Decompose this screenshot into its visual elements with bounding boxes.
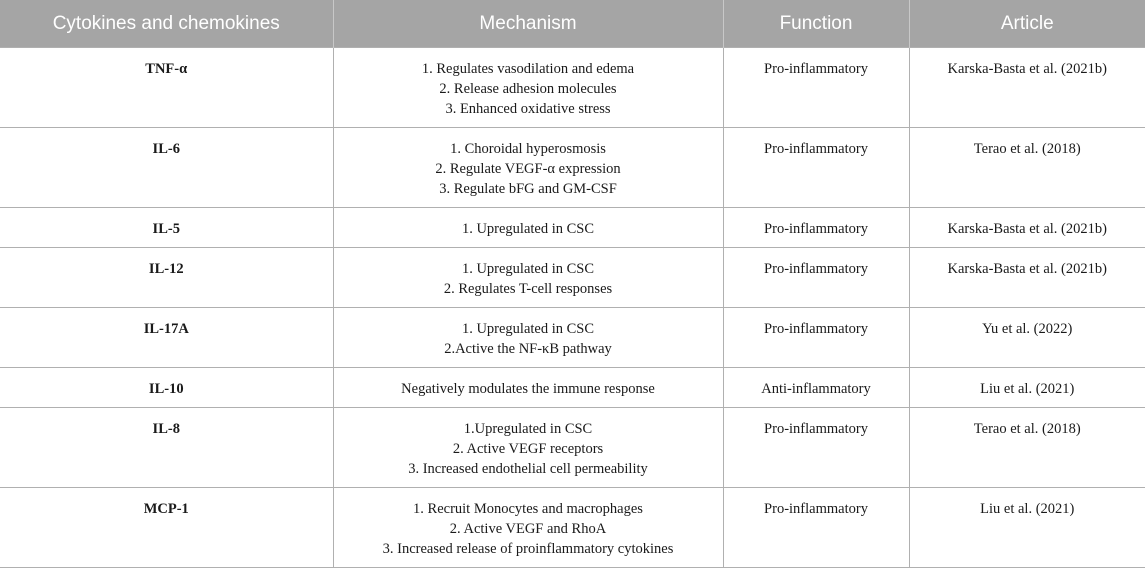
mechanism-line: 1. Choroidal hyperosmosis xyxy=(450,141,606,157)
mechanism-line: 1.Upregulated in CSC xyxy=(463,421,593,437)
table-row xyxy=(0,308,1145,368)
function-cell: Pro-inflammatory xyxy=(723,208,909,248)
cytokine-name: IL-10 xyxy=(0,368,333,408)
mechanism-line: 1. Regulates vasodilation and edema xyxy=(421,61,635,77)
function-cell: Pro-inflammatory xyxy=(723,308,909,368)
mechanism-line: 2. Active VEGF receptors xyxy=(452,441,604,457)
cytokine-name: IL-8 xyxy=(0,408,333,488)
article-cell: Karska-Basta et al. (2021b) xyxy=(909,248,1145,308)
mechanism-cell xyxy=(333,308,723,368)
article-cell: Karska-Basta et al. (2021b) xyxy=(909,48,1145,128)
header-row xyxy=(0,0,1145,48)
article-cell: Yu et al. (2022) xyxy=(909,308,1145,368)
function-cell: Pro-inflammatory xyxy=(723,408,909,488)
table-row xyxy=(0,248,1145,308)
mechanism-line: 2. Regulate VEGF-α expression xyxy=(435,161,621,177)
mechanism-line: 1. Upregulated in CSC xyxy=(461,321,595,337)
cytokine-name: IL-5 xyxy=(0,208,333,248)
mechanism-line: 2. Active VEGF and RhoA xyxy=(449,521,607,537)
mechanism-line: 3. Enhanced oxidative stress xyxy=(445,101,611,117)
function-cell: Pro-inflammatory xyxy=(723,248,909,308)
mechanism-line: 1. Upregulated in CSC xyxy=(461,261,595,277)
table-row xyxy=(0,488,1145,568)
article-cell: Karska-Basta et al. (2021b) xyxy=(909,208,1145,248)
mechanism-line: 3. Increased endothelial cell permeability xyxy=(408,461,648,477)
function-cell: Pro-inflammatory xyxy=(723,488,909,568)
mechanism-line: 2.Active the NF-κB pathway xyxy=(444,341,612,357)
cytokine-name: IL-12 xyxy=(0,248,333,308)
header-function: Function xyxy=(723,0,909,48)
mechanism-line: 2. Regulates T-cell responses xyxy=(443,281,613,297)
header-cytokines: Cytokines and chemokines xyxy=(0,0,333,48)
mechanism-line: 2. Release adhesion molecules xyxy=(439,81,617,97)
mechanism-line: 1. Upregulated in CSC xyxy=(461,221,595,237)
mechanism-cell xyxy=(333,248,723,308)
article-cell: Liu et al. (2021) xyxy=(909,368,1145,408)
mechanism-cell xyxy=(333,208,723,248)
table-row xyxy=(0,368,1145,408)
article-cell: Liu et al. (2021) xyxy=(909,488,1145,568)
function-cell: Anti-inflammatory xyxy=(723,368,909,408)
mechanism-cell xyxy=(333,368,723,408)
function-cell: Pro-inflammatory xyxy=(723,128,909,208)
table-row xyxy=(0,128,1145,208)
cytokine-name: MCP-1 xyxy=(0,488,333,568)
header-mechanism: Mechanism xyxy=(333,0,723,48)
cytokine-name: TNF-α xyxy=(0,48,333,128)
mechanism-line: 3. Regulate bFG and GM-CSF xyxy=(439,181,617,197)
mechanism-line: 1. Recruit Monocytes and macrophages xyxy=(413,501,643,517)
mechanism-cell xyxy=(333,128,723,208)
table-row xyxy=(0,408,1145,488)
cytokine-name: IL-17A xyxy=(0,308,333,368)
cytokine-name: IL-6 xyxy=(0,128,333,208)
mechanism-cell xyxy=(333,48,723,128)
mechanism-line: Negatively modulates the immune response xyxy=(401,381,655,397)
article-cell: Terao et al. (2018) xyxy=(909,408,1145,488)
table-row xyxy=(0,208,1145,248)
table-body xyxy=(0,48,1145,568)
mechanism-cell xyxy=(333,408,723,488)
mechanism-line: 3. Increased release of proinflammatory cytokines xyxy=(382,541,674,557)
function-cell: Pro-inflammatory xyxy=(723,48,909,128)
header-article: Article xyxy=(909,0,1145,48)
table-row xyxy=(0,48,1145,128)
mechanism-cell xyxy=(333,488,723,568)
article-cell: Terao et al. (2018) xyxy=(909,128,1145,208)
table-header xyxy=(0,0,1145,48)
